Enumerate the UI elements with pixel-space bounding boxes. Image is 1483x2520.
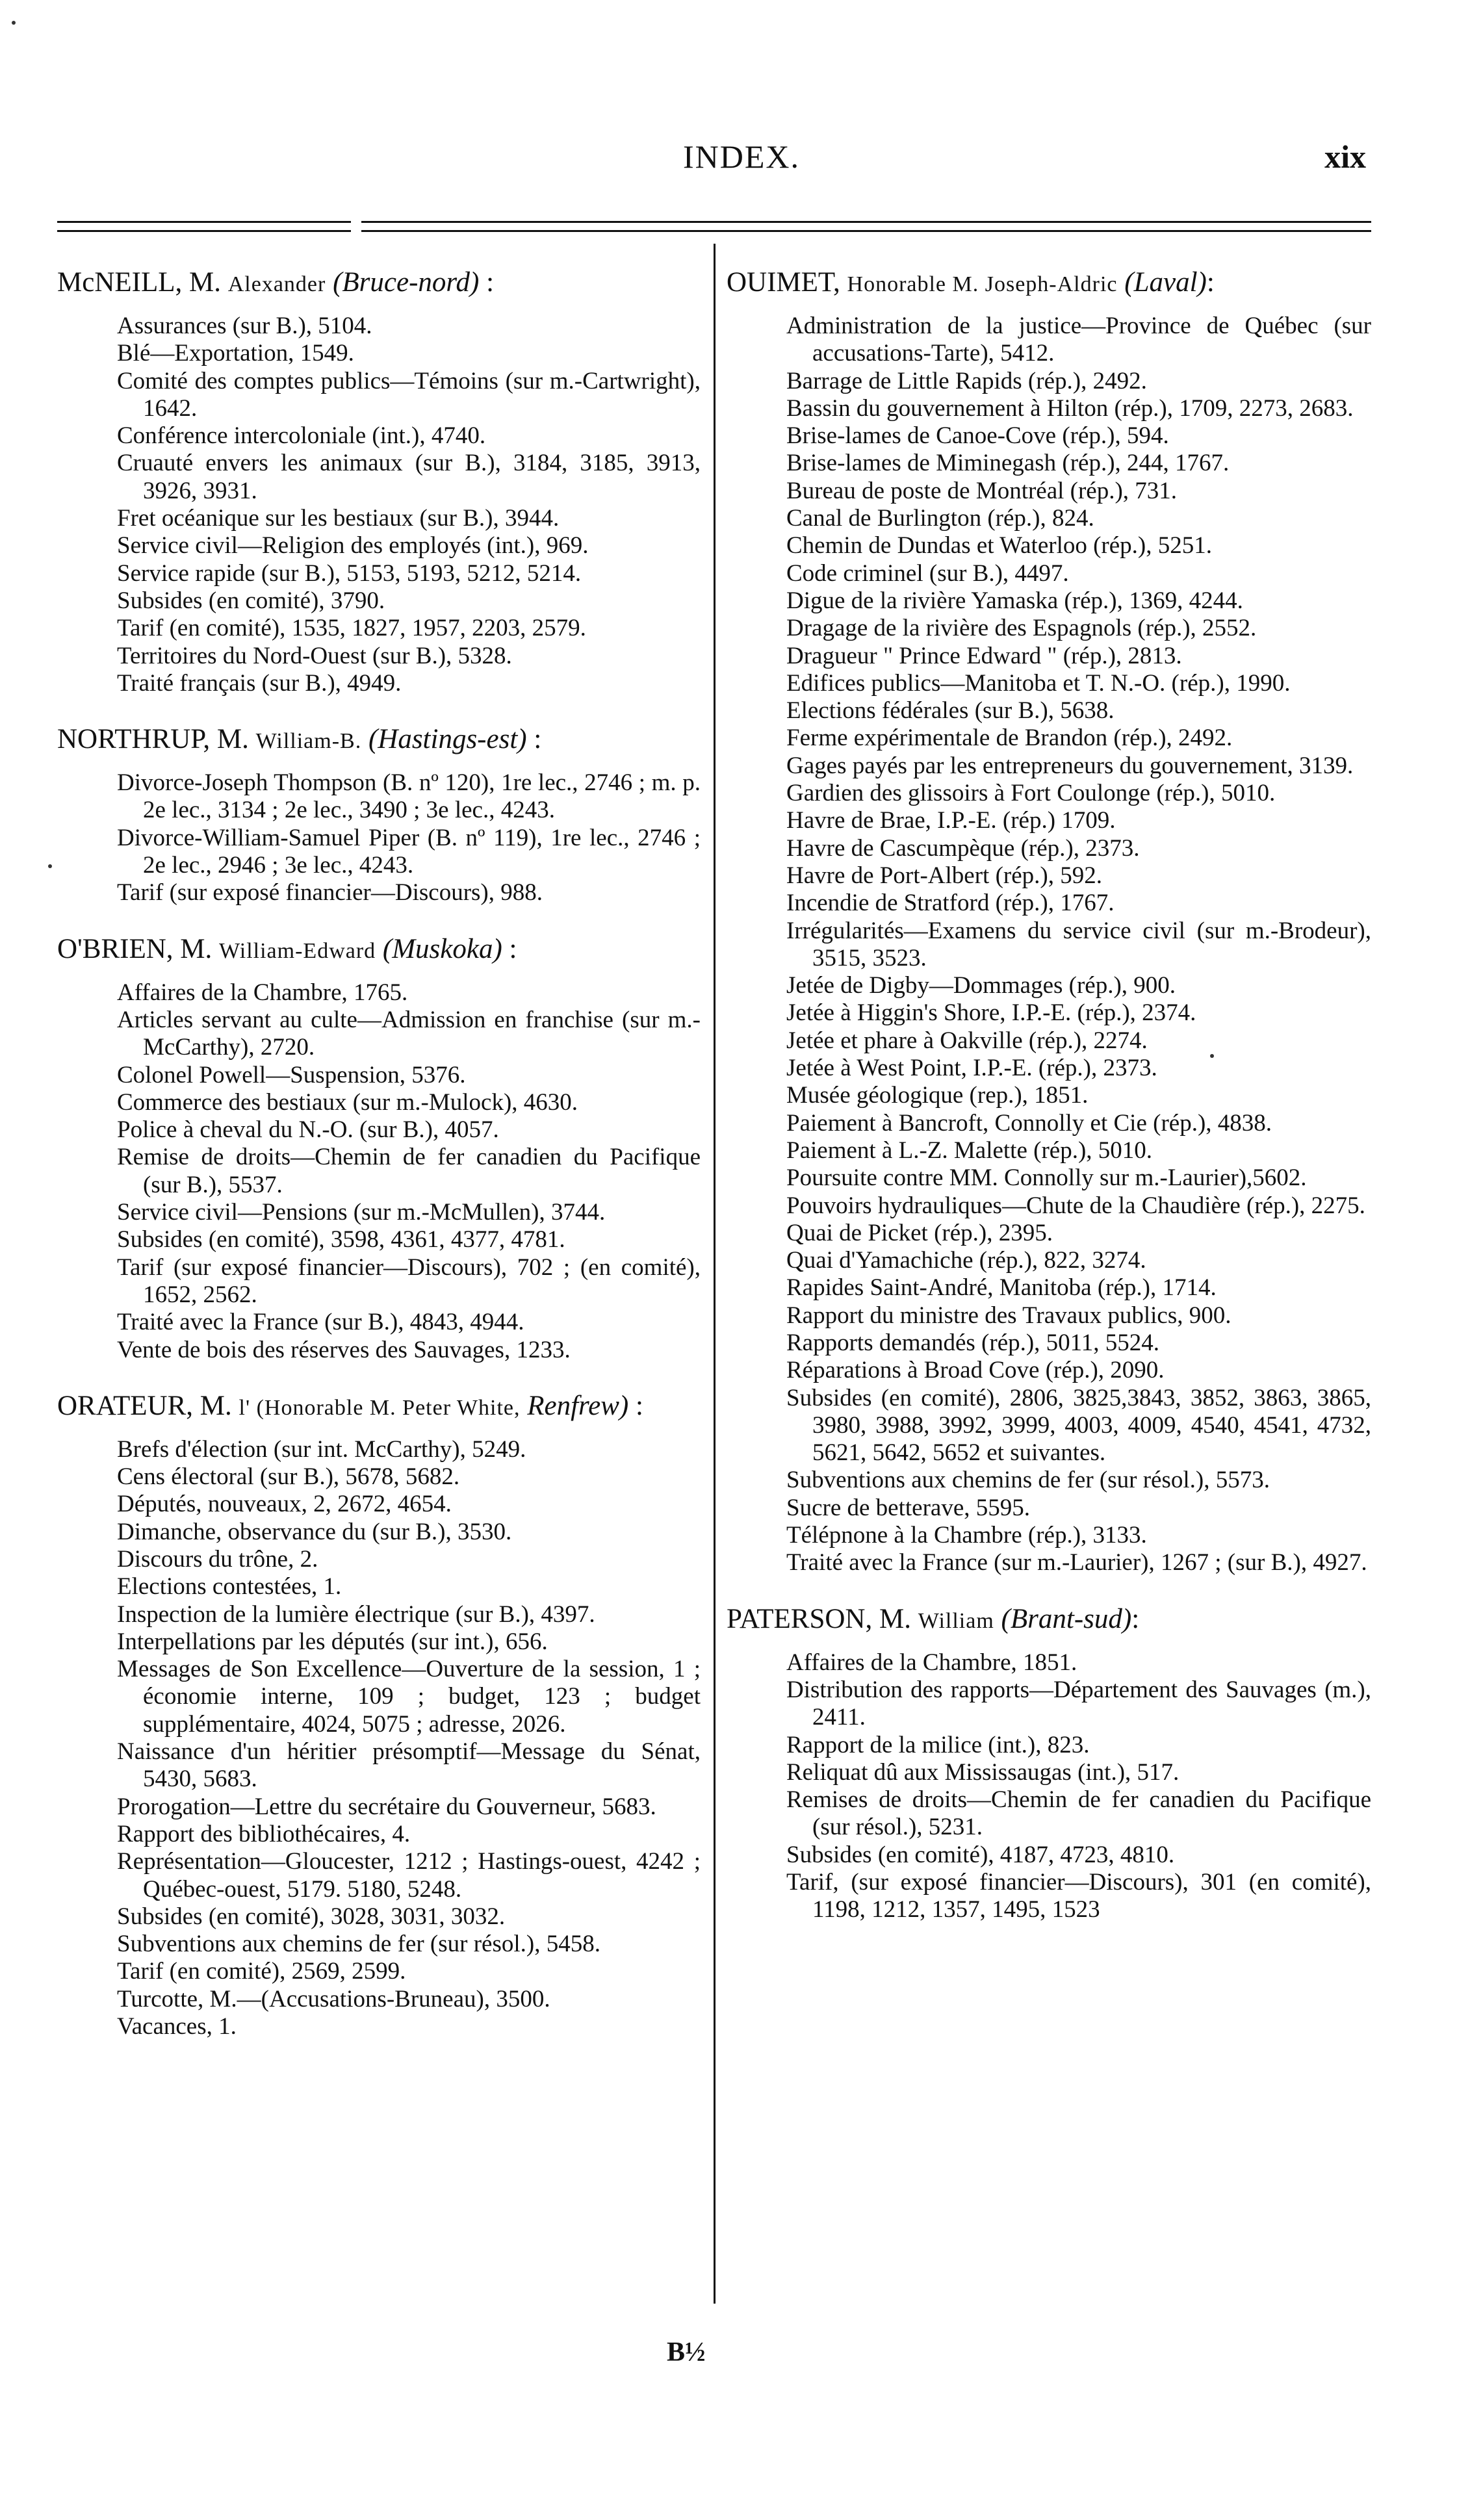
index-entry: Tarif (en comité), 1535, 1827, 1957, 2203, 2579. (117, 615, 586, 642)
section-heading (57, 723, 701, 758)
index-entry: Colonel Powell—Suspension, 5376. (117, 1061, 466, 1088)
index-entry: Jetée à West Point, I.P.-E. (rép.), 2373. (786, 1055, 1157, 1082)
index-entry: Elections contestées, 1. (117, 1573, 342, 1601)
index-entry: Rapides Saint-André, Manitoba (rép.), 1714. (786, 1274, 1217, 1302)
index-entry: Tarif (sur exposé financier—Discours), 988. (117, 879, 543, 906)
index-entry: Pouvoirs hydrauliques—Chute de la Chaudière (rép.), 2275. (786, 1192, 1365, 1219)
index-entry: Dimanche, observance du (sur B.), 3530. (117, 1518, 512, 1545)
index-entry: Poursuite contre MM. Connolly sur m.-Laurier),5602. (786, 1164, 1307, 1192)
page-title: INDEX. (682, 138, 801, 175)
index-entry: Traité français (sur B.), 4949. (117, 669, 402, 697)
index-entry: Irrégularités—Examens du service civil (sur m.-Brodeur), 3515, 3523. (786, 917, 1371, 971)
index-entry: Députés, nouveaux, 2, 2672, 4654. (117, 1491, 452, 1518)
riding-name: (Hastings-est) (368, 724, 527, 755)
index-entry: Dragueur " Prince Edward " (rép.), 2813. (786, 642, 1182, 669)
member-given-name: l' (Honorable M. Peter White, (239, 1395, 521, 1420)
index-entry: Tarif (sur exposé financier—Discours), 702 ; (en comité), 1652, 2562. (117, 1254, 701, 1308)
speck (48, 864, 52, 868)
section-heading (57, 1390, 701, 1424)
riding-name: (Bruce-nord) (333, 267, 480, 298)
header-rule (57, 221, 351, 223)
index-entry: Chemin de Dundas et Waterloo (rép.), 5251. (786, 532, 1212, 559)
page-number: xix (1324, 138, 1366, 175)
header-rule (361, 221, 1371, 223)
index-entry: Remises de droits—Chemin de fer canadien du Pacifique (sur résol.), 5231. (786, 1786, 1371, 1841)
index-entry: Brefs d'élection (sur int. McCarthy), 5249. (117, 1435, 526, 1463)
index-entry: Musée géologique (rep.), 1851. (786, 1082, 1089, 1109)
index-entry: Reliquat dû aux Mississaugas (int.), 517. (786, 1758, 1180, 1786)
index-section (57, 933, 701, 1364)
index-entry: Vacances, 1. (117, 2013, 237, 2040)
index-entry: Rapport de la milice (int.), 823. (786, 1731, 1090, 1758)
column-divider (714, 244, 716, 2304)
index-entry: Brise-lames de Canoe-Cove (rép.), 594. (786, 422, 1169, 450)
index-entry: Brise-lames de Miminegash (rép.), 244, 1767. (786, 450, 1230, 477)
index-entry: Service civil—Religion des employés (int.), 969. (117, 532, 589, 559)
index-entry: Affaires de la Chambre, 1765. (117, 979, 408, 1006)
index-entry: Territoires du Nord-Ouest (sur B.), 5328. (117, 642, 512, 669)
index-entry: Cruauté envers les animaux (sur B.), 3184, 3185, 3913, 3926, 3931. (117, 450, 701, 504)
index-entry: Jetée et phare à Oakville (rép.), 2274. (786, 1027, 1148, 1054)
speck (1210, 1054, 1214, 1058)
index-entry: Remise de droits—Chemin de fer canadien du Pacifique (sur B.), 5537. (117, 1144, 701, 1198)
member-surname: NORTHRUP, M. (57, 724, 256, 755)
index-entry: Fret océanique sur les bestiaux (sur B.), 3944. (117, 505, 560, 532)
index-entry: Gardien des glissoirs à Fort Coulonge (rép.), 5010. (786, 780, 1276, 807)
index-entry: Blé—Exportation, 1549. (117, 340, 354, 367)
page-header (0, 138, 1483, 196)
index-entry: Messages de Son Excellence—Ouverture de la session, 1 ; économie interne, 109 ; budget, 123 ; budget supplémentaire, 4024, 5075 ; adresse, 2026. (117, 1656, 701, 1738)
index-entry: Traité avec la France (sur m.-Laurier), 1267 ; (sur B.), 4927. (786, 1549, 1367, 1576)
index-entry: Commerce des bestiaux (sur m.-Mulock), 4630. (117, 1088, 578, 1116)
index-section (57, 1390, 701, 2041)
index-entry: Police à cheval du N.-O. (sur B.), 4057. (117, 1116, 499, 1144)
speck (12, 21, 16, 25)
index-entry: Havre de Port-Albert (rép.), 592. (786, 862, 1102, 889)
index-entry: Subventions aux chemins de fer (sur résol.), 5458. (117, 1931, 600, 1958)
section-heading (57, 933, 701, 968)
index-entry: Rapports demandés (rép.), 5011, 5524. (786, 1329, 1160, 1356)
index-entry: Tarif, (sur exposé financier—Discours), 301 (en comité), 1198, 1212, 1357, 1495, 1523 (786, 1869, 1371, 1923)
index-entry: Réparations à Broad Cove (rép.), 2090. (786, 1357, 1165, 1384)
index-entry: Havre de Cascumpèque (rép.), 2373. (786, 834, 1140, 862)
index-entry: Divorce-William-Samuel Piper (B. nº 119), 1re lec., 2746 ; 2e lec., 2946 ; 3e lec., 4243. (117, 824, 701, 879)
index-entry: Sucre de betterave, 5595. (786, 1494, 1030, 1521)
signature-mark: B½ (667, 2337, 706, 2367)
index-entry: Gages payés par les entrepreneurs du gouvernement, 3139. (786, 752, 1354, 779)
index-entry: Subsides (en comité), 2806, 3825,3843, 3852, 3863, 3865, 3980, 3988, 3992, 3999, 4003, 4009, 4540, 4541, 4732, 5621, 5642, 5652 et suivantes. (786, 1384, 1371, 1467)
section-heading (727, 1603, 1371, 1638)
index-entry: Télépnone à la Chambre (rép.), 3133. (786, 1522, 1147, 1549)
index-entry: Canal de Burlington (rép.), 824. (786, 505, 1094, 532)
index-entry: Jetée de Digby—Dommages (rép.), 900. (786, 972, 1176, 999)
index-entry: Divorce-Joseph Thompson (B. nº 120), 1re lec., 2746 ; m. p. 2e lec., 3134 ; 2e lec., 3490 ; 3e lec., 4243. (117, 769, 701, 824)
index-entry: Inspection de la lumière électrique (sur B.), 4397. (117, 1601, 595, 1628)
index-entry: Barrage de Little Rapids (rép.), 2492. (786, 367, 1147, 394)
index-entry: Affaires de la Chambre, 1851. (786, 1649, 1077, 1676)
heading-colon: : (1131, 1603, 1140, 1634)
index-section (57, 723, 701, 906)
heading-colon: : (479, 267, 495, 298)
index-entry: Bassin du gouvernement à Hilton (rép.), 1709, 2273, 2683. (786, 394, 1354, 422)
index-entry: Bureau de poste de Montréal (rép.), 731. (786, 477, 1178, 504)
index-entry: Subsides (en comité), 4187, 4723, 4810. (786, 1841, 1175, 1868)
index-entry: Code criminel (sur B.), 4497. (786, 559, 1069, 587)
index-entry: Havre de Brae, I.P.-E. (rép.) 1709. (786, 807, 1116, 834)
index-entry: Comité des comptes publics—Témoins (sur m.-Cartwright), 1642. (117, 367, 701, 422)
index-entry: Distribution des rapports—Département des Sauvages (m.), 2411. (786, 1676, 1371, 1731)
member-given-name: William (918, 1608, 994, 1633)
index-entry: Interpellations par les députés (sur int.), 656. (117, 1628, 548, 1655)
index-entry: Naissance d'un héritier présomptif—Message du Sénat, 5430, 5683. (117, 1738, 701, 1793)
left-column (57, 266, 701, 2066)
index-entry: Digue de la rivière Yamaska (rép.), 1369, 4244. (786, 587, 1243, 614)
right-column (727, 266, 1371, 1950)
index-entry: Ferme expérimentale de Brandon (rép.), 2492. (786, 725, 1233, 752)
index-entry: Turcotte, M.—(Accusations-Bruneau), 3500. (117, 1985, 550, 2012)
member-surname: McNEILL, M. (57, 267, 228, 298)
index-entry: Subsides (en comité), 3028, 3031, 3032. (117, 1903, 506, 1930)
index-entry: Subsides (en comité), 3790. (117, 587, 385, 614)
index-entry: Subsides (en comité), 3598, 4361, 4377, 4781. (117, 1226, 565, 1254)
member-given-name: William-Edward (219, 938, 376, 963)
index-entry: Paiement à L.-Z. Malette (rép.), 5010. (786, 1137, 1153, 1164)
index-entry: Assurances (sur B.), 5104. (117, 313, 372, 339)
header-rule (57, 230, 351, 232)
member-surname: PATERSON, M. (727, 1603, 918, 1634)
index-section (57, 266, 701, 697)
index-entry: Incendie de Stratford (rép.), 1767. (786, 890, 1115, 917)
riding-name: (Muskoka) (382, 933, 502, 964)
index-entry: Administration de la justice—Province de Québec (sur accusations-Tarte), 5412. (786, 313, 1371, 367)
member-given-name: Honorable M. Joseph-Aldric (847, 272, 1118, 296)
index-entry: Quai d'Yamachiche (rép.), 822, 3274. (786, 1247, 1146, 1274)
member-surname: OUIMET, (727, 267, 847, 298)
index-entry: Edifices publics—Manitoba et T. N.-O. (rép.), 1990. (786, 669, 1291, 697)
index-entry: Prorogation—Lettre du secrétaire du Gouverneur, 5683. (117, 1793, 656, 1820)
index-entry: Vente de bois des réserves des Sauvages, 1233. (117, 1336, 571, 1363)
heading-colon: : (628, 1390, 643, 1421)
index-entry: Cens électoral (sur B.), 5678, 5682. (117, 1463, 460, 1491)
index-entry: Rapport des bibliothécaires, 4. (117, 1820, 411, 1847)
member-given-name: Alexander (227, 272, 326, 296)
section-heading (727, 266, 1371, 301)
index-entry: Service civil—Pensions (sur m.-McMullen), 3744. (117, 1199, 606, 1226)
index-entry: Discours du trône, 2. (117, 1545, 318, 1573)
index-entry: Articles servant au culte—Admission en franchise (sur m.-McCarthy), 2720. (117, 1006, 701, 1061)
index-section (727, 266, 1371, 1577)
member-surname: ORATEUR, M. (57, 1390, 239, 1421)
heading-colon: : (1206, 267, 1215, 298)
riding-name: (Laval) (1124, 267, 1207, 298)
index-entry: Rapport du ministre des Travaux publics, 900. (786, 1302, 1232, 1329)
index-entry: Représentation—Gloucester, 1212 ; Hastings-ouest, 4242 ; Québec-ouest, 5179. 5180, 5248. (117, 1848, 701, 1903)
member-surname: O'BRIEN, M. (57, 933, 220, 964)
index-entry: Dragage de la rivière des Espagnols (rép.), 2552. (786, 615, 1257, 642)
index-entry: Jetée à Higgin's Shore, I.P.-E. (rép.), 2374. (786, 999, 1196, 1027)
member-given-name: William-B. (255, 729, 362, 754)
index-entry: Paiement à Bancroft, Connolly et Cie (rép.), 4838. (786, 1109, 1272, 1137)
header-rule (361, 230, 1371, 232)
index-entry: Conférence intercoloniale (int.), 4740. (117, 422, 486, 450)
index-entry: Elections fédérales (sur B.), 5638. (786, 697, 1115, 725)
section-heading (57, 266, 701, 301)
index-entry: Tarif (en comité), 2569, 2599. (117, 1958, 406, 1985)
index-entry: Service rapide (sur B.), 5153, 5193, 5212, 5214. (117, 559, 582, 587)
riding-name: (Brant-sud) (1001, 1603, 1132, 1634)
index-entry: Subventions aux chemins de fer (sur résol.), 5573. (786, 1467, 1270, 1494)
index-entry: Quai de Picket (rép.), 2395. (786, 1219, 1053, 1246)
heading-colon: : (526, 724, 542, 755)
index-section (727, 1603, 1371, 1924)
index-entry: Traité avec la France (sur B.), 4843, 4944. (117, 1309, 524, 1336)
heading-colon: : (502, 933, 517, 964)
riding-name: Renfrew) (527, 1390, 629, 1421)
